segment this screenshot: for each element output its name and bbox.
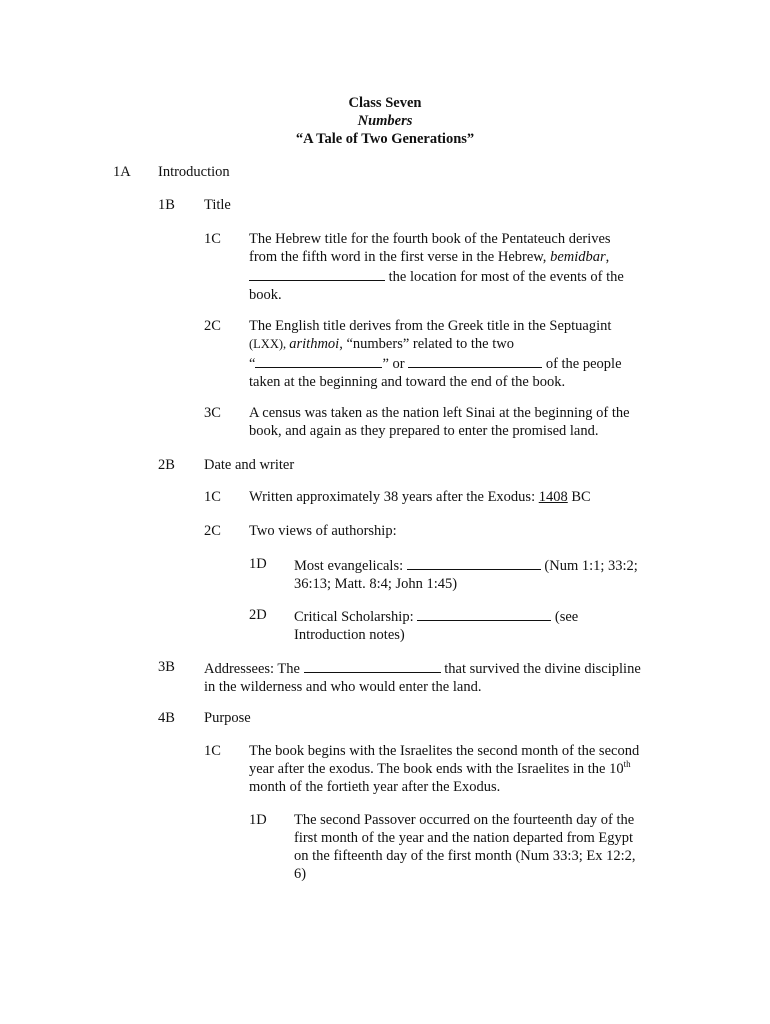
text-span: (LXX), — [249, 337, 290, 351]
paragraph-date — [249, 488, 591, 506]
text-span: year after the exodus. The book ends with the Israelites in the 10 — [249, 761, 624, 777]
fill-in-blank[interactable] — [249, 266, 385, 281]
text-span: from the fifth word in the first verse in the Hebrew, — [249, 249, 551, 265]
text-line: taken at the beginning and toward the end of the book. — [249, 374, 566, 390]
outline-label-1c: 1C — [204, 231, 221, 247]
outline-label-1c: 1C — [204, 489, 221, 505]
text-span: that survived the divine discipline — [440, 661, 641, 677]
paragraph-addressees — [204, 658, 674, 696]
text-span: Most evangelicals: — [294, 558, 407, 574]
paragraph-passover — [294, 811, 674, 883]
fill-in-blank[interactable] — [255, 353, 382, 368]
text-line: The Hebrew title for the fourth book of the Pentateuch derives — [249, 231, 611, 247]
text-line — [249, 266, 669, 286]
outline-label-1b: 1B — [158, 197, 175, 213]
outline-label-1c: 1C — [204, 743, 221, 759]
text-line: book. — [249, 287, 282, 303]
text-line: book, and again as they prepared to enter the promised land. — [249, 423, 599, 439]
text-span: Addressees: The — [204, 661, 304, 677]
book-title: Numbers — [357, 113, 413, 129]
text-line: first month of the year and the nation departed from Egypt — [294, 830, 634, 846]
text-line — [294, 555, 674, 575]
text-line — [249, 353, 669, 373]
fill-in-blank[interactable] — [417, 606, 551, 621]
text-line: month of the fortieth year after the Exodus. — [249, 779, 501, 795]
text-span: (Num 1:1; 33:2; — [540, 558, 638, 574]
text-line: 36:13; Matt. 8:4; John 1:45) — [294, 576, 458, 592]
paragraph-census — [249, 404, 669, 440]
text-span: “ — [249, 356, 256, 372]
heading-date-writer: Date and writer — [204, 457, 295, 473]
text-span: , — [605, 249, 610, 265]
text-span: the location for most of the events of the — [385, 269, 624, 285]
outline-label-1d: 1D — [249, 812, 267, 828]
title-block — [0, 94, 770, 148]
fill-in-blank[interactable] — [304, 658, 441, 673]
outline-label-4b: 4B — [158, 710, 175, 726]
outline-label-2b: 2B — [158, 457, 175, 473]
outline-label-2d: 2D — [249, 607, 267, 623]
outline-label-1a: 1A — [113, 164, 131, 180]
subtitle: “A Tale of Two Generations” — [295, 131, 475, 147]
heading-title: Title — [204, 197, 231, 213]
text-line: The English title derives from the Greek title in the Septuagint — [249, 318, 612, 334]
greek-word: arithmoi — [289, 336, 340, 352]
text-line — [249, 335, 669, 353]
text-span: of the people — [542, 356, 622, 372]
heading-introduction: Introduction — [158, 164, 230, 180]
text-line — [204, 658, 674, 678]
text-line: Introduction notes) — [294, 627, 405, 643]
paragraph-timeline — [249, 742, 679, 796]
hebrew-word: bemidbar — [550, 249, 606, 265]
paragraph-critical — [294, 606, 674, 644]
text-span: , “numbers” related to the two — [339, 336, 514, 352]
fill-in-blank[interactable] — [407, 555, 541, 570]
text-line — [249, 248, 669, 266]
text-line: 6) — [294, 866, 307, 882]
text-span: ” or — [382, 356, 409, 372]
date-year: 1408 — [538, 489, 568, 505]
text-span: BC — [567, 489, 591, 505]
paragraph-hebrew-title — [249, 230, 669, 304]
text-line: A census was taken as the nation left Sinai at the beginning of the — [249, 405, 630, 421]
paragraph-english-title — [249, 317, 669, 391]
text-line: in the wilderness and who would enter the land. — [204, 679, 482, 695]
outline-label-3b: 3B — [158, 659, 175, 675]
superscript: th — [623, 759, 631, 770]
fill-in-blank[interactable] — [408, 353, 542, 368]
text-line: The second Passover occurred on the fourteenth day of the — [294, 812, 635, 828]
outline-label-3c: 3C — [204, 405, 221, 421]
outline-label-2c: 2C — [204, 523, 221, 539]
text-line — [249, 760, 679, 778]
text-line: The book begins with the Israelites the second month of the second — [249, 743, 640, 759]
text-span: Critical Scholarship: — [294, 609, 418, 625]
outline-label-2c: 2C — [204, 318, 221, 334]
heading-purpose: Purpose — [204, 710, 251, 726]
text-span: (see — [551, 609, 579, 625]
class-title: Class Seven — [348, 95, 422, 111]
text-span: Written approximately 38 years after the Exodus: — [249, 489, 539, 505]
paragraph-authorship: Two views of authorship: — [249, 523, 397, 539]
paragraph-evangelicals — [294, 555, 674, 593]
text-line — [294, 606, 674, 626]
text-line: on the fifteenth day of the first month (Num 33:3; Ex 12:2, — [294, 848, 636, 864]
outline-label-1d: 1D — [249, 556, 267, 572]
